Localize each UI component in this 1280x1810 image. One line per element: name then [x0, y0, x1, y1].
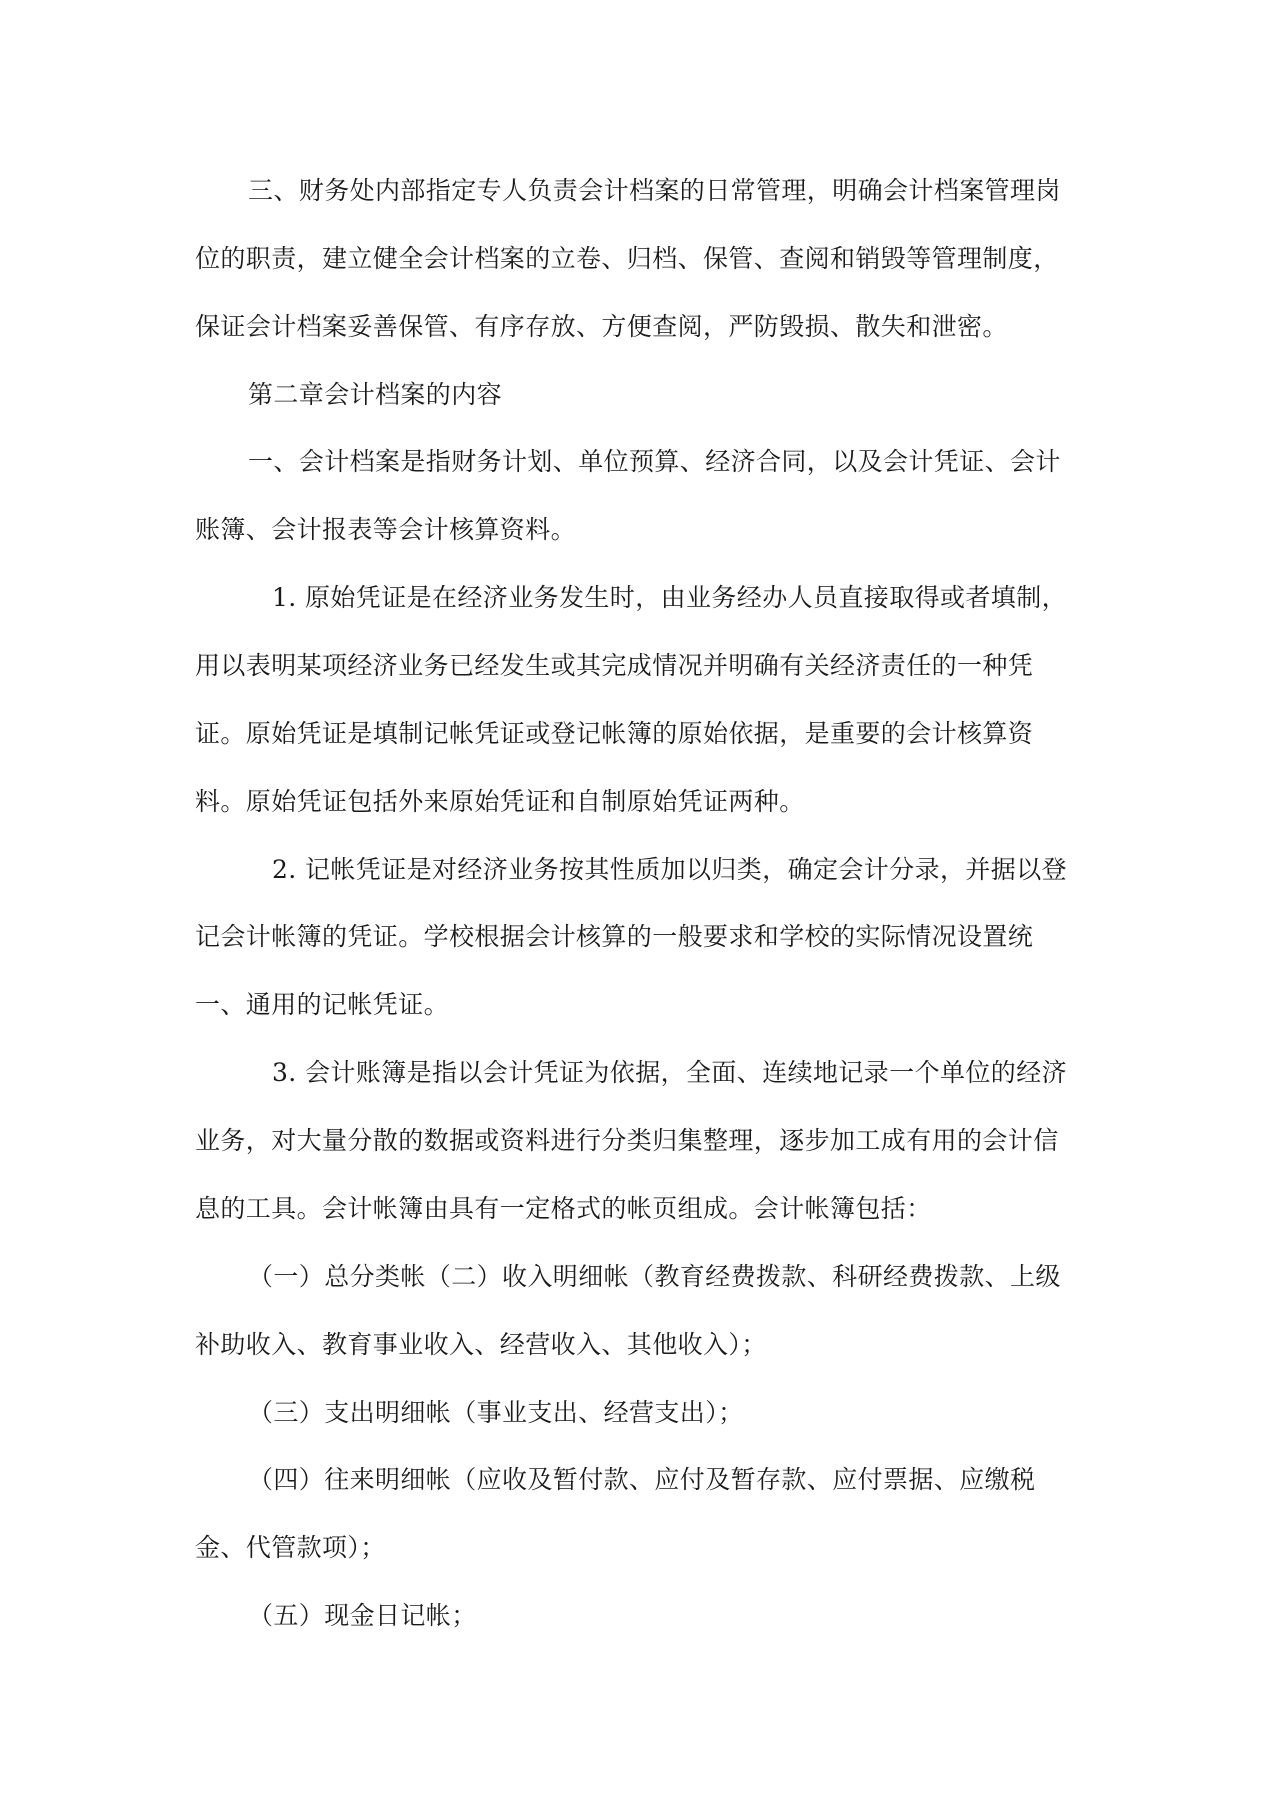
- text-line: 位的职责，建立健全会计档案的立卷、归档、保管、查阅和销毁等管理制度，: [195, 244, 1059, 273]
- text-line: 金、代管款项）；: [195, 1533, 386, 1562]
- text-line: 2. 记帐凭证是对经济业务按其性质加以归类，确定会计分录，并据以登: [272, 855, 1068, 884]
- text-line: 3. 会计账簿是指以会计凭证为依据，全面、连续地记录一个单位的经济: [272, 1058, 1068, 1087]
- text-line: 1. 原始凭证是在经济业务发生时，由业务经办人员直接取得或者填制，: [272, 583, 1068, 612]
- text-line: （四）往来明细帐（应收及暂付款、应付及暂存款、应付票据、应缴税: [248, 1465, 1036, 1494]
- text-line: （三）支出明细帐（事业支出、经营支出）；: [248, 1398, 744, 1427]
- text-line: 料。原始凭证包括外来原始凭证和自制原始凭证两种。: [195, 787, 805, 816]
- text-line: （五）现金日记帐；: [248, 1601, 477, 1630]
- text-line: 息的工具。会计帐簿由具有一定格式的帐页组成。会计帐簿包括：: [195, 1194, 932, 1223]
- text-line: 业务，对大量分散的数据或资料进行分类归集整理，逐步加工成有用的会计信: [195, 1126, 1059, 1155]
- text-line: 账簿、会计报表等会计核算资料。: [195, 515, 577, 544]
- text-line: 保证会计档案妥善保管、有序存放、方便查阅，严防毁损、散失和泄密。: [195, 312, 1008, 341]
- text-line: （一）总分类帐（二）收入明细帐（教育经费拨款、科研经费拨款、上级: [248, 1262, 1061, 1291]
- text-line: 记会计帐簿的凭证。学校根据会计核算的一般要求和学校的实际情况设置统: [195, 922, 1034, 951]
- text-line: 一、通用的记帐凭证。: [195, 990, 450, 1019]
- text-line: 用以表明某项经济业务已经发生或其完成情况并明确有关经济责任的一种凭: [195, 651, 1034, 680]
- chapter-heading: 第二章会计档案的内容: [248, 380, 503, 409]
- text-line: 证。原始凭证是填制记帐凭证或登记帐簿的原始依据，是重要的会计核算资: [195, 719, 1034, 748]
- text-line: 一、会计档案是指财务计划、单位预算、经济合同，以及会计凭证、会计: [248, 447, 1061, 476]
- text-line: 补助收入、教育事业收入、经营收入、其他收入）；: [195, 1330, 767, 1359]
- text-line: 三、财务处内部指定专人负责会计档案的日常管理，明确会计档案管理岗: [248, 176, 1061, 205]
